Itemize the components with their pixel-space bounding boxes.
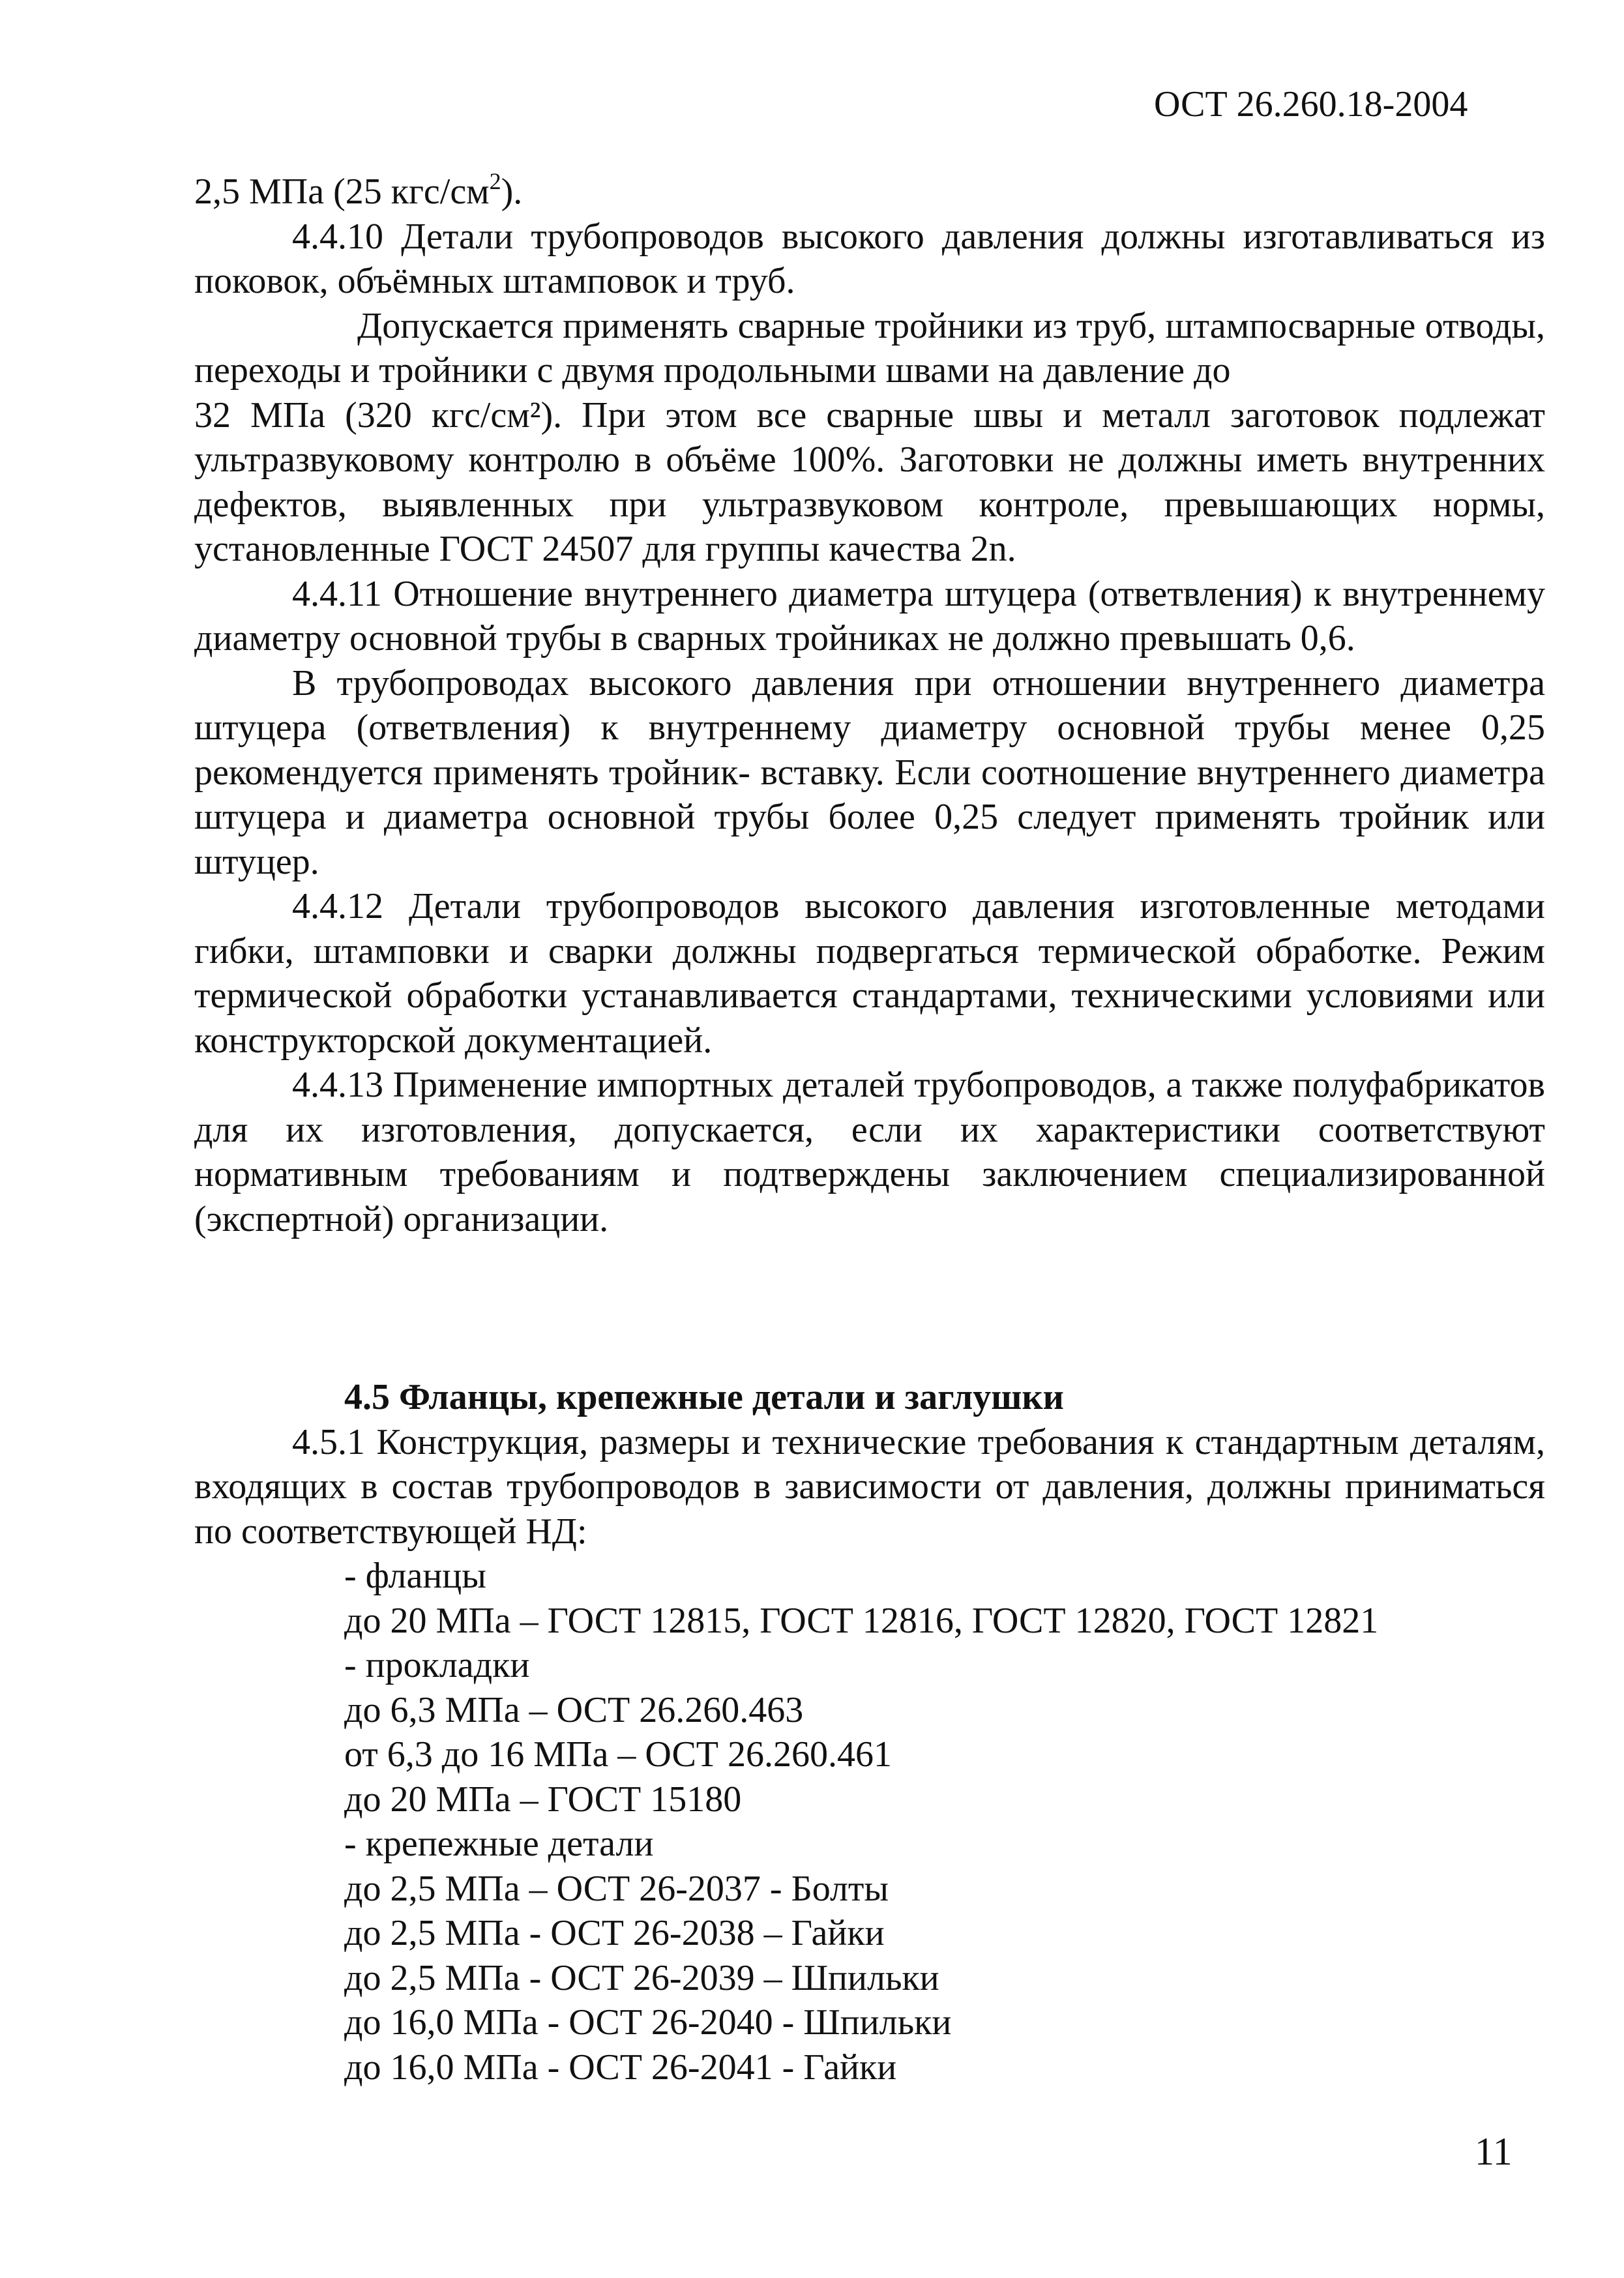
continuation-line [194, 170, 1545, 214]
list-item: до 20 МПа – ГОСТ 12815, ГОСТ 12816, ГОСТ 12820, ГОСТ 12821 [344, 1600, 1379, 1641]
list-item: до 16,0 МПа - ОСТ 26-2040 - Шпильки [344, 2002, 952, 2043]
document-body [194, 170, 1545, 2090]
list-item: до 20 МПа – ГОСТ 15180 [344, 1779, 742, 1820]
paragraph-4-4-10: 4.4.10 Детали трубопроводов высокого давления должны изготавливаться из поковок, объёмных штамповок и труб. [194, 216, 1545, 301]
document-code: ОСТ 26.260.18-2004 [1154, 84, 1468, 125]
paragraph-high-pressure-tees: В трубопроводах высокого давления при отношении внутреннего диаметра штуцера (ответвления) к внутреннему диаметру основной трубы менее 0,25 рекомендуется применять тройник- вставку. Если соотношение внутреннего диаметра штуцера и диаметра основной трубы более 0,25 следует применять тройник или штуцер. [194, 662, 1545, 882]
paragraph-4-4-13: 4.4.13 Применение импортных деталей трубопроводов, а также полуфабрикатов для их изготовления, допускается, если их характеристики соответствуют нормативным требованиям и подтверждены заключением специализированной (экспертной) организации. [194, 1065, 1545, 1239]
section-gap [194, 1241, 1545, 1375]
paragraph-4-5-1: 4.5.1 Конструкция, размеры и технические требования к стандартным деталям, входящих в состав трубопроводов в зависимости от давления, должны приниматься по соответствующей НД: [194, 1421, 1545, 1552]
list-item: до 2,5 МПа - ОСТ 26-2038 – Гайки [344, 1913, 885, 1953]
list-item: до 16,0 МПа - ОСТ 26-2041 - Гайки [344, 2047, 897, 2088]
list-item: до 2,5 МПа - ОСТ 26-2039 – Шпильки [344, 1957, 939, 1998]
list-item: - прокладки [344, 1645, 530, 1685]
continuation-text: 2,5 МПа (25 кгс/см [194, 171, 490, 212]
paragraph-4-4-11: 4.4.11 Отношение внутреннего диаметра штуцера (ответвления) к внутреннему диаметру основной трубы в сварных тройниках не должно превышать 0,6. [194, 573, 1545, 658]
list-item: - крепежные детали [344, 1824, 654, 1864]
paragraph-ultrasonic-control: 32 МПа (320 кгс/см²). При этом все сварные швы и металл заготовок подлежат ультразвуковому контролю в объёме 100%. Заготовки не должны иметь внутренних дефектов, выявленных при ультразвуковом контроле, превышающих нормы, установленные ГОСТ 24507 для группы качества 2n. [194, 394, 1545, 569]
continuation-suffix: ). [501, 171, 523, 212]
paragraph-allowed-welded-tees: Допускается применять сварные тройники из труб, штампосварные отводы, переходы и тройники с двумя продольными швами на давление до [194, 305, 1545, 391]
section-title-4-5: 4.5 Фланцы, крепежные детали и заглушки [344, 1377, 1064, 1417]
list-item: от 6,3 до 16 МПа – ОСТ 26.260.461 [344, 1734, 892, 1775]
standards-list [194, 1554, 1545, 2090]
superscript-2: 2 [489, 170, 501, 194]
list-item: - фланцы [344, 1556, 486, 1596]
page-number: 11 [1475, 2130, 1513, 2173]
paragraph-4-4-12: 4.4.12 Детали трубопроводов высокого давления изготовленные методами гибки, штамповки и сварки должны подвергаться термической обработке. Режим термической обработки устанавливается стандартами, техническими условиями или конструкторской документацией. [194, 886, 1545, 1061]
list-item: до 2,5 МПа – ОСТ 26-2037 - Болты [344, 1868, 889, 1909]
list-item: до 6,3 МПа – ОСТ 26.260.463 [344, 1689, 804, 1730]
